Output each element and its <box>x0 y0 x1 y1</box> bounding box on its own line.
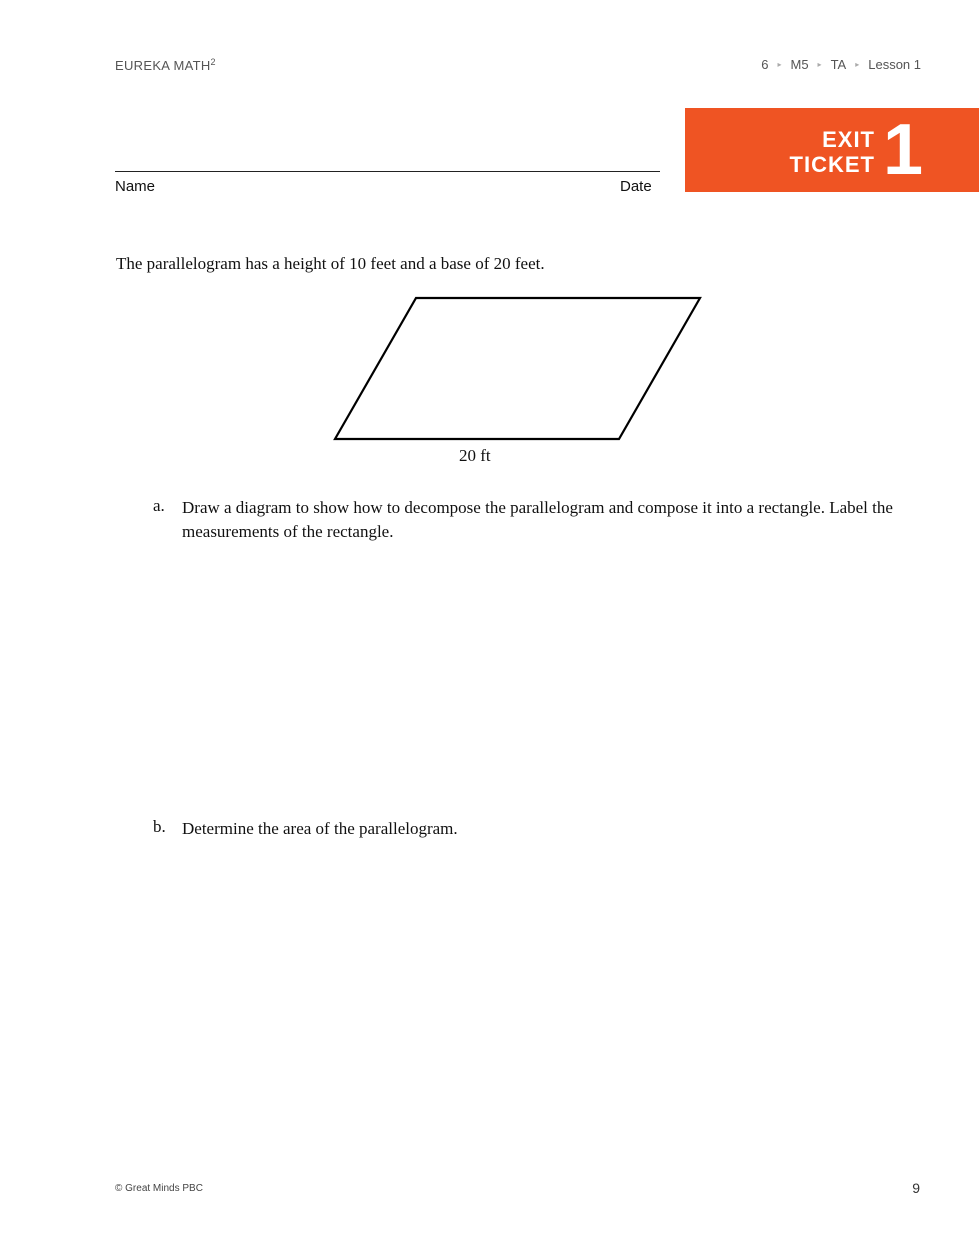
base-length-label: 20 ft <box>459 446 491 465</box>
breadcrumb <box>761 57 921 72</box>
brand-superscript: 2 <box>210 57 216 67</box>
exit-ticket-line1: EXIT <box>822 127 875 152</box>
brand-name: EUREKA MATH <box>115 58 211 73</box>
date-label: Date <box>620 178 652 195</box>
copyright-notice: © Great Minds PBC <box>115 1183 203 1194</box>
breadcrumb-module: M5 <box>790 57 809 72</box>
breadcrumb-lesson: Lesson 1 <box>868 57 921 72</box>
parallelogram-figure <box>330 292 710 472</box>
question-a-text: Draw a diagram to show how to decompose the parallelogram and compose it into a rectangle. Label the measurements of the rectangle. <box>182 498 893 541</box>
page-number: 9 <box>912 1180 920 1196</box>
breadcrumb-separator-icon: ▸ <box>855 60 860 69</box>
breadcrumb-topic: TA <box>830 57 847 72</box>
exit-ticket-banner <box>685 108 979 192</box>
breadcrumb-separator-icon: ▸ <box>817 60 822 69</box>
name-label: Name <box>115 178 156 195</box>
brand-logo <box>115 57 216 73</box>
exit-ticket-line2: TICKET <box>789 152 875 177</box>
problem-intro: The parallelogram has a height of 10 feet and a base of 20 feet. <box>116 254 545 273</box>
parallelogram-shape <box>335 298 700 439</box>
breadcrumb-separator-icon: ▸ <box>777 60 782 69</box>
exit-ticket-number: 1 <box>882 110 923 190</box>
name-date-line[interactable] <box>115 171 660 172</box>
question-b-marker: b. <box>153 817 166 836</box>
exit-ticket-title <box>790 127 875 177</box>
question-a-marker: a. <box>153 496 165 515</box>
question-b-text: Determine the area of the parallelogram. <box>182 819 458 838</box>
breadcrumb-grade: 6 <box>761 57 769 72</box>
